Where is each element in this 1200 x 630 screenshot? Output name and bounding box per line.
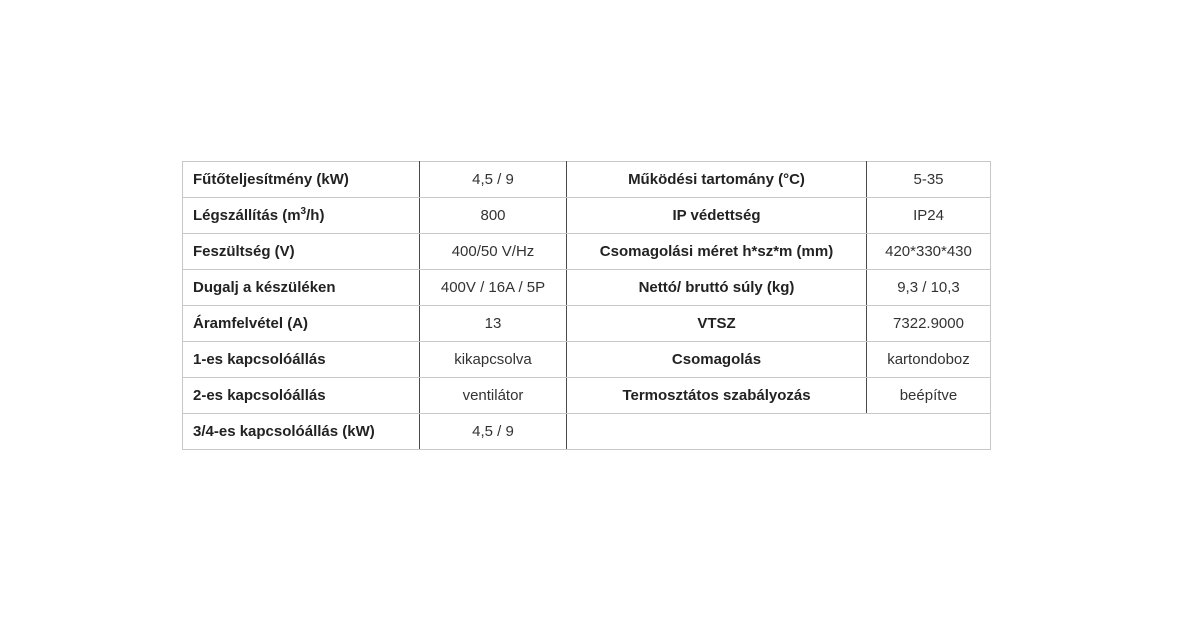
table-row (183, 162, 991, 198)
spec-value: 4,5 / 9 (420, 162, 567, 198)
spec-label: Nettó/ bruttó súly (kg) (567, 270, 867, 306)
spec-value: IP24 (867, 198, 991, 234)
spec-label: Dugalj a készüléken (183, 270, 420, 306)
superscript: 3 (300, 206, 307, 217)
spec-value: kartondoboz (867, 342, 991, 378)
spec-label: Termosztátos szabályozás (567, 378, 867, 414)
spec-value: 800 (420, 198, 567, 234)
spec-value: 4,5 / 9 (420, 414, 567, 450)
spec-label-text: /h) (306, 207, 325, 224)
spec-label: 3/4-es kapcsolóállás (kW) (183, 414, 420, 450)
table-row (183, 378, 991, 414)
spec-label: Feszültség (V) (183, 234, 420, 270)
table-row (183, 270, 991, 306)
spec-label: 2-es kapcsolóállás (183, 378, 420, 414)
spec-label-text: Légszállítás (m (193, 207, 301, 224)
spec-label: Működési tartomány (°C) (567, 162, 867, 198)
table-row (183, 306, 991, 342)
spec-value: beépítve (867, 378, 991, 414)
spec-value: 400V / 16A / 5P (420, 270, 567, 306)
spec-label: Csomagolás (567, 342, 867, 378)
spec-value: kikapcsolva (420, 342, 567, 378)
spec-value: 5-35 (867, 162, 991, 198)
spec-label: Csomagolási méret h*sz*m (mm) (567, 234, 867, 270)
spec-label: IP védettség (567, 198, 867, 234)
table-row (183, 414, 991, 450)
table-row (183, 234, 991, 270)
spec-label: 1-es kapcsolóállás (183, 342, 420, 378)
empty-cell (567, 414, 991, 450)
spec-value: ventilátor (420, 378, 567, 414)
spec-value: 420*330*430 (867, 234, 991, 270)
spec-label (183, 198, 420, 234)
spec-label: VTSZ (567, 306, 867, 342)
spec-value: 13 (420, 306, 567, 342)
spec-value: 400/50 V/Hz (420, 234, 567, 270)
spec-value: 7322.9000 (867, 306, 991, 342)
spec-label: Áramfelvétel (A) (183, 306, 420, 342)
spec-label: Fűtőteljesítmény (kW) (183, 162, 420, 198)
spec-value: 9,3 / 10,3 (867, 270, 991, 306)
table-row (183, 198, 991, 234)
table-row (183, 342, 991, 378)
specification-table (182, 161, 991, 450)
